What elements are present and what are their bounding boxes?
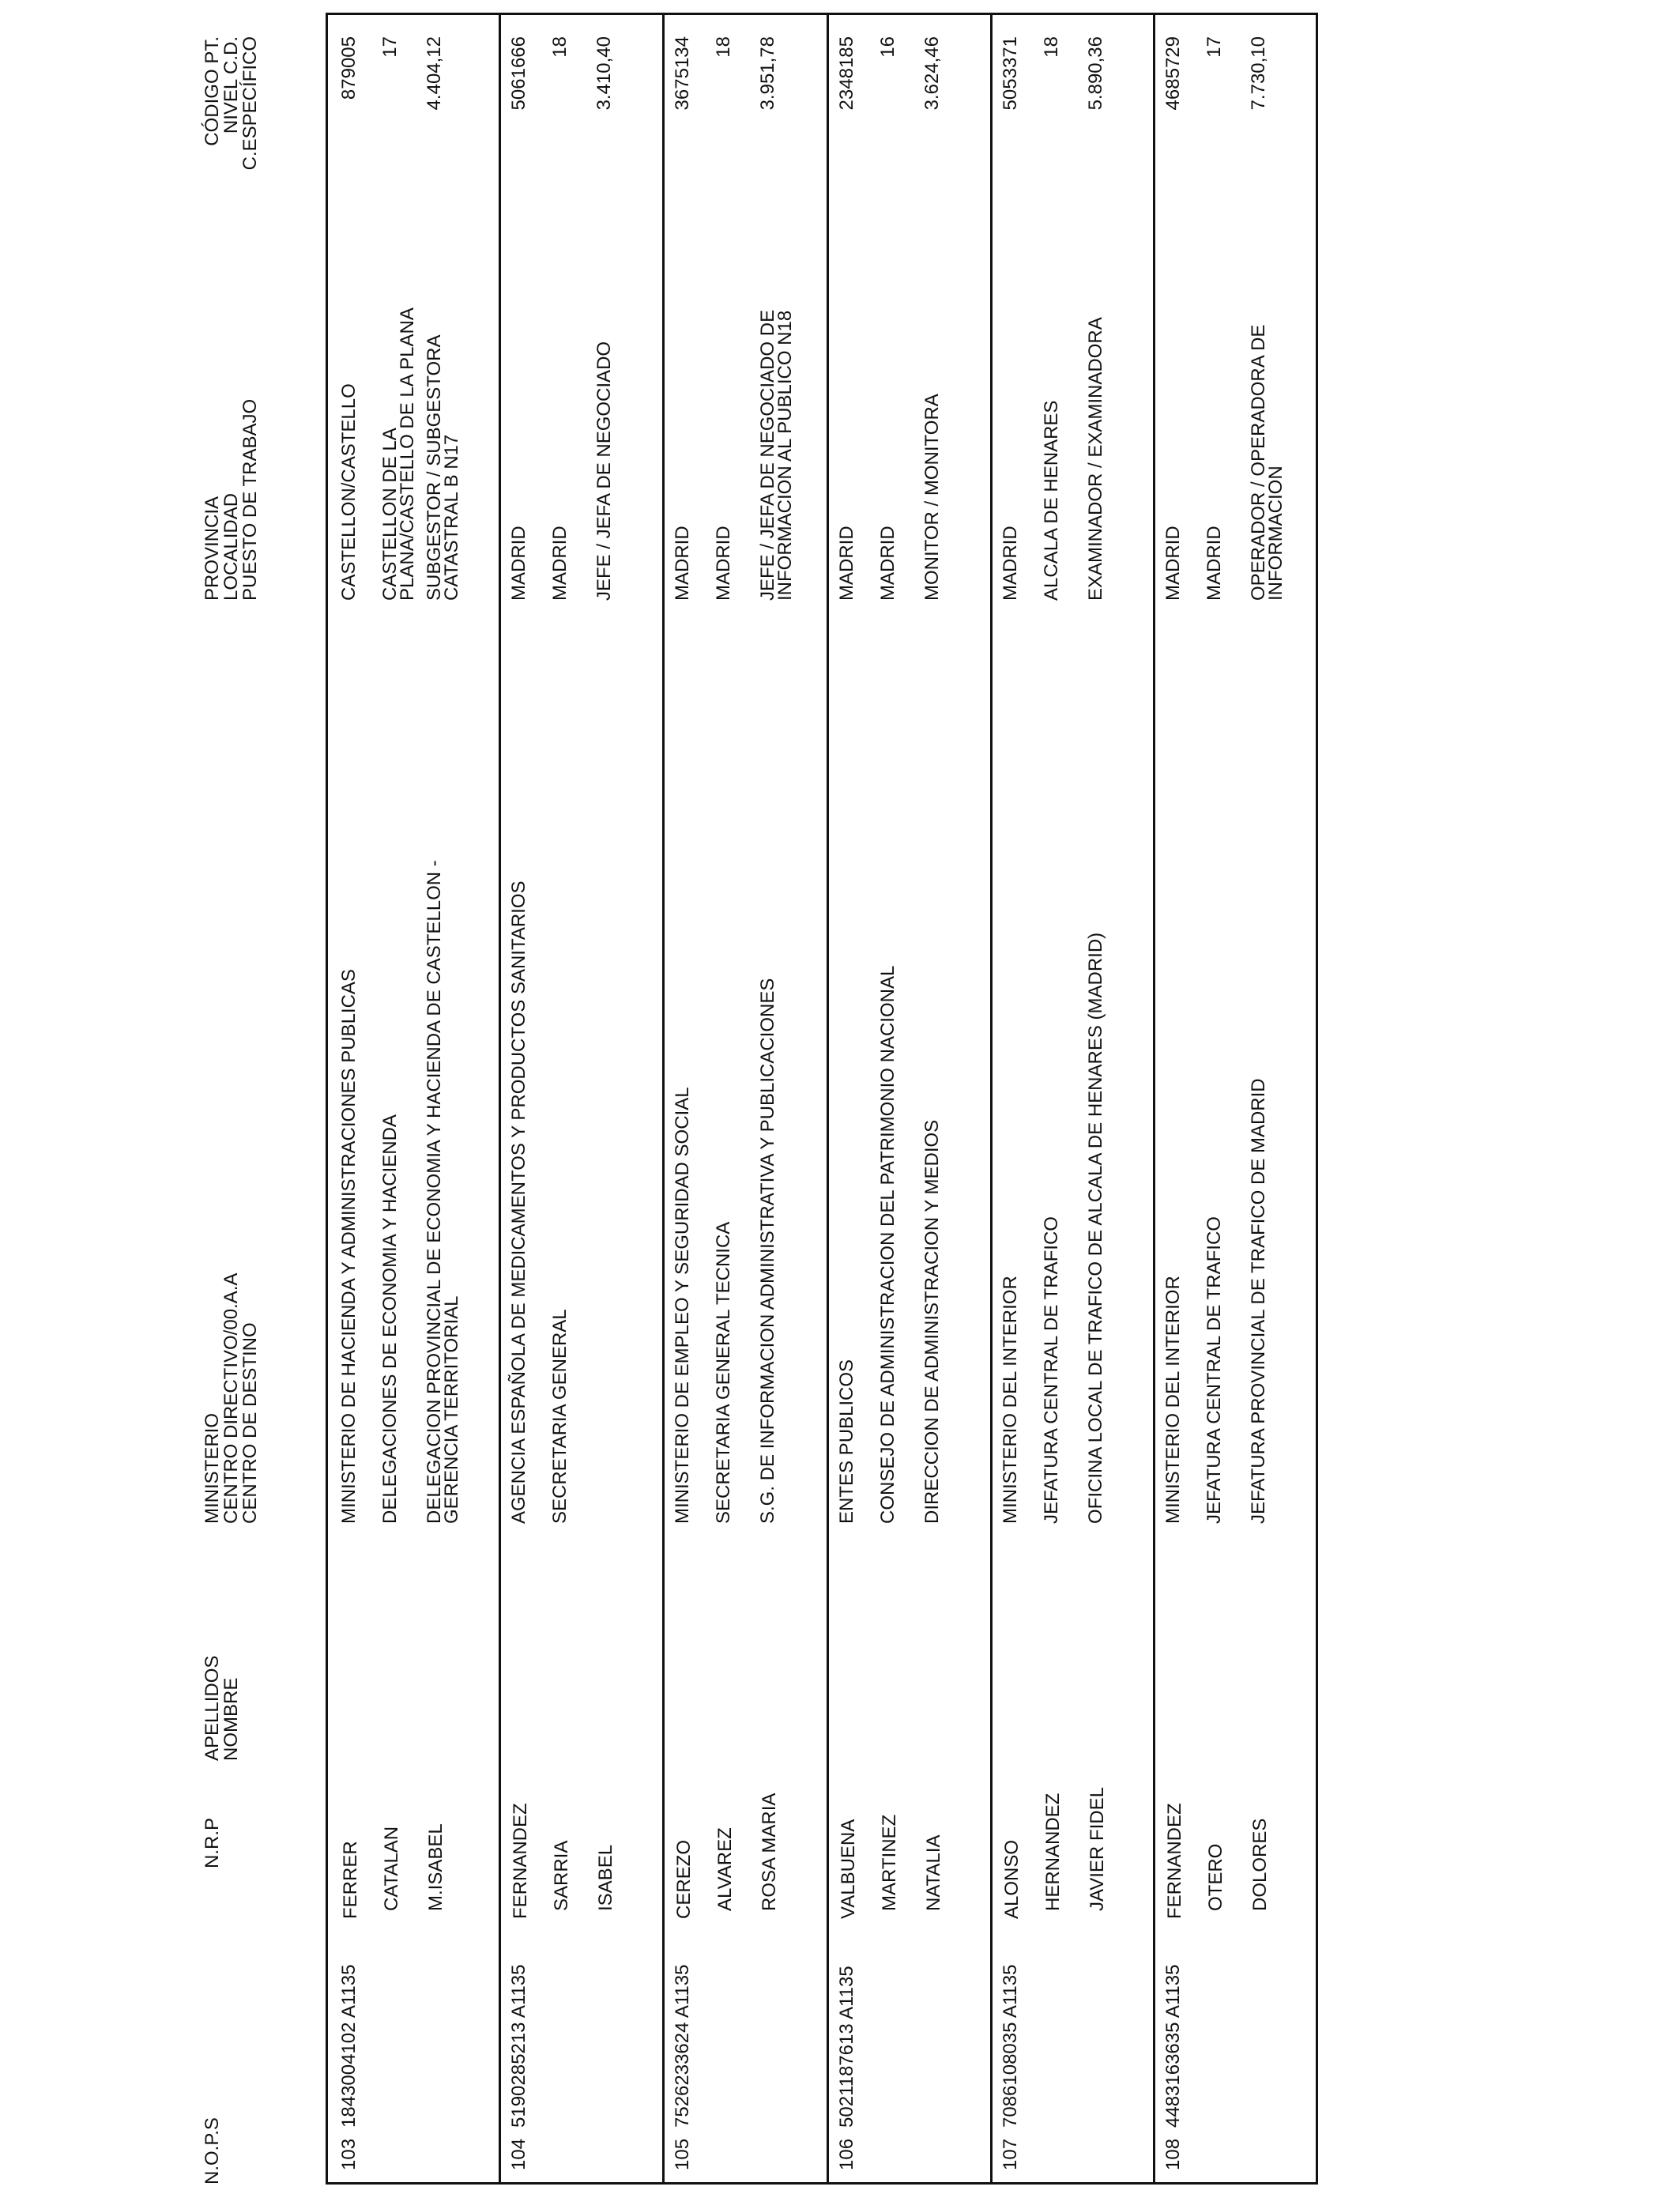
header-nombre: NOMBRE	[220, 1677, 242, 1761]
header-nivel: NIVEL C.D.	[220, 36, 242, 134]
record-org-line: AGENCIA ESPAÑOLA DE MEDICAMENTOS Y PRODUCTOS SANITARIOS	[508, 880, 529, 1524]
record-location-line: MADRID	[672, 526, 693, 601]
record-org-line: OFICINA LOCAL DE TRAFICO DE ALCALA DE HENARES (MADRID)	[1085, 932, 1106, 1524]
record-nops: 104	[508, 2138, 529, 2170]
record-location-line: MADRID	[713, 526, 734, 601]
header-centro-directivo: CENTRO DIRECTIVO/00.A.A	[220, 1272, 242, 1524]
record-code: 4685729	[1162, 36, 1184, 111]
record-name: CATALAN	[381, 1826, 402, 1911]
record-name: FERNANDEZ	[1164, 1803, 1185, 1919]
record-code: 3.410,40	[593, 36, 615, 111]
record-nops: 108	[1162, 2138, 1184, 2170]
record-name: VALBUENA	[838, 1819, 859, 1919]
record-location-line: MADRID	[836, 526, 857, 601]
record-name: SARRIA	[551, 1840, 572, 1911]
record-location-line: CASTELLON DE LA	[379, 428, 401, 601]
record-location-line: MADRID	[549, 526, 571, 601]
record-name: ALONSO	[1001, 1839, 1023, 1919]
header-apellidos: APELLIDOS	[202, 1655, 223, 1761]
record-org-line: JEFATURA CENTRAL DE TRAFICO	[1203, 1216, 1225, 1524]
record-org-line: CONSEJO DE ADMINISTRACION DEL PATRIMONIO NACIONAL	[877, 965, 898, 1524]
record-location-line: MADRID	[1000, 526, 1021, 601]
record-nrp: 5190285213 A1135	[508, 1964, 529, 2128]
record-location-line: PLANA/CASTELLO DE LA PLANA	[397, 307, 418, 601]
header-provincia: PROVINCIA	[202, 496, 223, 601]
record-nops: 106	[836, 2138, 857, 2170]
record-location-line: MADRID	[1203, 526, 1225, 601]
record-name: DOLORES	[1249, 1818, 1271, 1911]
record-location-line: INFORMACION AL PUBLICO N18	[774, 310, 796, 601]
record-code: 879005	[338, 36, 360, 100]
header-especifico: C.ESPECÍFICO	[239, 36, 261, 171]
record-location-line: MADRID	[1162, 526, 1184, 601]
record-location-line: MADRID	[877, 526, 898, 601]
record-org-line: MINISTERIO DEL INTERIOR	[1000, 1276, 1021, 1524]
record-name: ISABEL	[595, 1844, 616, 1911]
record-code: 17	[1203, 36, 1225, 58]
record-code: 5061666	[508, 36, 529, 111]
header-centro-destino: CENTRO DE DESTINO	[239, 1322, 261, 1524]
record-name: NATALIA	[923, 1834, 944, 1911]
header-localidad: LOCALIDAD	[220, 492, 242, 601]
record-location-line: MADRID	[508, 526, 529, 601]
record-separator	[990, 15, 993, 2182]
record-org-line: SECRETARIA GENERAL	[549, 1309, 571, 1524]
record-code: 16	[877, 36, 898, 58]
record-nrp: 7086108035 A1135	[1000, 1964, 1021, 2128]
record-name: OTERO	[1205, 1843, 1226, 1911]
record-separator	[827, 15, 829, 2182]
record-code: 3.951,78	[757, 36, 778, 111]
record-separator	[662, 15, 665, 2182]
record-org-line: JEFATURA CENTRAL DE TRAFICO	[1041, 1216, 1062, 1524]
record-location-line: CASTELLON/CASTELLO	[338, 383, 360, 601]
record-location-line: CATASTRAL B N17	[441, 434, 462, 601]
header-nrp: N.R.P	[202, 1817, 223, 1868]
record-org-line: DELEGACION PROVINCIAL DE ECONOMIA Y HACIENDA DE CASTELLON -	[424, 860, 445, 1524]
record-code: 17	[379, 36, 401, 58]
record-name: FERNANDEZ	[510, 1803, 531, 1919]
record-code: 7.730,10	[1248, 36, 1269, 111]
header-ministerio: MINISTERIO	[202, 1412, 223, 1524]
record-location-line: OPERADOR / OPERADORA DE	[1248, 324, 1269, 601]
record-nrp: 4483163635 A1135	[1162, 1964, 1184, 2128]
record-name: HERNANDEZ	[1042, 1793, 1064, 1911]
record-location-line: JEFE / JEFA DE NEGOCIADO DE	[757, 309, 778, 601]
record-location-line: ALCALA DE HENARES	[1041, 400, 1062, 601]
record-code: 3.624,46	[921, 36, 943, 111]
record-code: 18	[713, 36, 734, 58]
record-org-line: DIRECCION DE ADMINISTRACION Y MEDIOS	[921, 1119, 943, 1524]
header-codigo: CÓDIGO PT.	[202, 36, 223, 146]
record-nops: 107	[1000, 2138, 1021, 2170]
record-org-line: MINISTERIO DEL INTERIOR	[1162, 1276, 1184, 1524]
record-nops: 103	[338, 2138, 360, 2170]
record-location-line: INFORMACION	[1265, 466, 1286, 601]
record-code: 2348185	[836, 36, 857, 111]
record-org-line: SECRETARIA GENERAL TECNICA	[713, 1221, 734, 1524]
record-nrp: 5021187613 A1135	[836, 1966, 857, 2128]
record-location-line: SUBGESTOR / SUBGESTORA	[424, 334, 445, 601]
record-code: 18	[549, 36, 571, 58]
record-org-line: S.G. DE INFORMACION ADMINISTRATIVA Y PUBLICACIONES	[757, 978, 778, 1524]
record-code: 5053371	[1000, 36, 1021, 111]
record-location-line: MONITOR / MONITORA	[921, 394, 943, 601]
header-puesto: PUESTO DE TRABAJO	[239, 398, 261, 601]
record-location-line: JEFE / JEFA DE NEGOCIADO	[593, 341, 615, 601]
record-nrp: 7526233624 A1135	[672, 1964, 693, 2128]
record-org-line: MINISTERIO DE EMPLEO Y SEGURIDAD SOCIAL	[672, 1087, 693, 1524]
record-code: 18	[1041, 36, 1062, 58]
record-name: JAVIER FIDEL	[1087, 1787, 1108, 1911]
record-name: MARTINEZ	[879, 1814, 900, 1911]
record-separator	[1153, 15, 1155, 2182]
record-nrp: 1843004102 A1135	[338, 1964, 360, 2128]
record-org-line: GERENCIA TERRITORIAL	[441, 1295, 462, 1524]
record-name: CEREZO	[673, 1839, 695, 1919]
record-org-line: ENTES PUBLICOS	[836, 1359, 857, 1524]
record-org-line: JEFATURA PROVINCIAL DE TRAFICO DE MADRID	[1248, 1078, 1269, 1524]
record-code: 3675134	[672, 36, 693, 111]
record-name: FERRER	[340, 1841, 361, 1919]
record-location-line: EXAMINADOR / EXAMINADORA	[1085, 317, 1106, 601]
record-separator	[499, 15, 501, 2182]
record-code: 5.890,36	[1085, 36, 1106, 111]
record-org-line: MINISTERIO DE HACIENDA Y ADMINISTRACIONES PUBLICAS	[338, 969, 360, 1524]
record-org-line: DELEGACIONES DE ECONOMIA Y HACIENDA	[379, 1114, 401, 1524]
header-nops: N.O.P.S	[202, 2117, 223, 2185]
record-name: ROSA MARIA	[759, 1793, 780, 1911]
record-name: ALVAREZ	[714, 1827, 736, 1911]
record-code: 4.404,12	[424, 36, 445, 111]
record-name: M.ISABEL	[425, 1823, 446, 1911]
record-nops: 105	[672, 2138, 693, 2170]
